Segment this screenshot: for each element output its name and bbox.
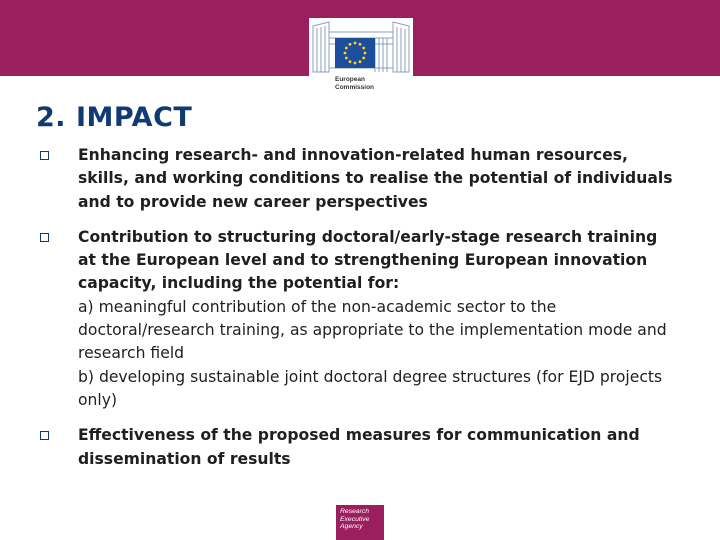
european-commission-logo bbox=[309, 18, 413, 100]
rea-line-3: Agency bbox=[340, 523, 363, 531]
bullet-subtext-b: b) developing sustainable joint doctoral degree structures (for EJD projects only) bbox=[78, 367, 663, 409]
bullet-item-1 bbox=[38, 144, 678, 214]
checkbox-bullet-icon bbox=[40, 151, 49, 160]
bullet-subtext-a: a) meaningful contribution of the non-academic sector to the doctoral/research training, as appropriate to the implementation mode and research field bbox=[78, 297, 667, 363]
bullet-item-3 bbox=[38, 424, 678, 471]
bullet-list bbox=[38, 144, 678, 471]
rea-line-2: Executive bbox=[340, 515, 370, 523]
logo-caption-line-1: European bbox=[335, 76, 365, 83]
bullet-text: Effectiveness of the proposed measures for communication and dissemination of results bbox=[78, 426, 640, 468]
logo-caption bbox=[335, 76, 405, 91]
checkbox-bullet-icon bbox=[40, 233, 49, 242]
bullet-text: Contribution to structuring doctoral/early-stage research training at the European level and to strengthening European innovation capacity, including the potential for: bbox=[78, 227, 658, 293]
checkbox-bullet-icon bbox=[40, 431, 49, 440]
slide-title: 2. IMPACT bbox=[36, 102, 193, 133]
bullet-item-2 bbox=[38, 226, 678, 412]
rea-logo-text bbox=[340, 508, 369, 531]
rea-line-1: Research bbox=[340, 508, 370, 515]
bullet-text: Enhancing research- and innovation-related human resources, skills, and working conditions to realise the potential of individuals and to provide new career perspectives bbox=[78, 146, 673, 211]
logo-caption-line-2: Commission bbox=[335, 83, 375, 91]
rea-logo bbox=[336, 505, 384, 540]
